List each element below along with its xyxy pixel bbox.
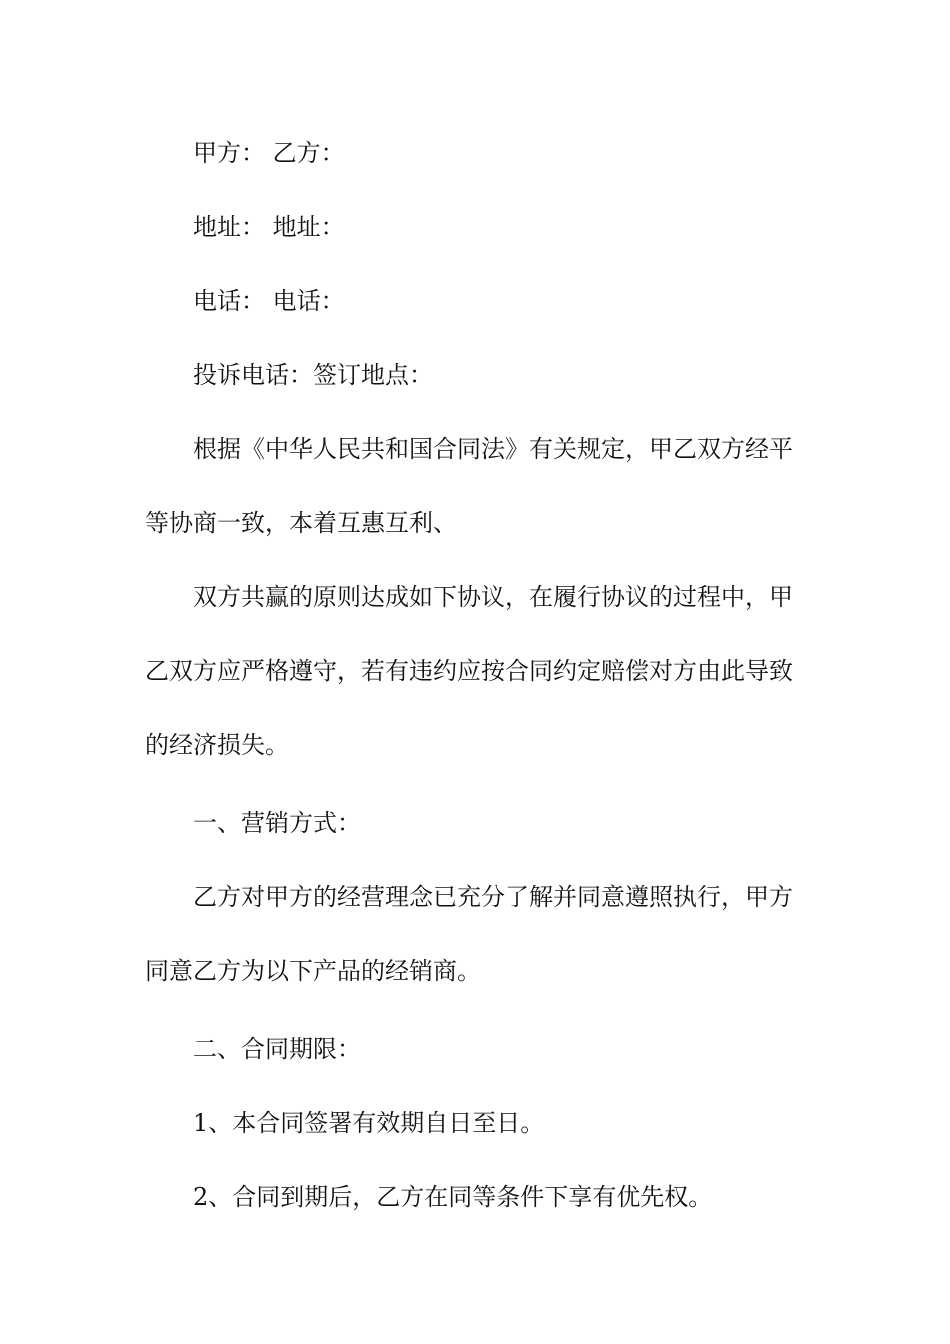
party-line: 甲方： 乙方：	[193, 139, 345, 167]
paragraph-line: 乙方对甲方的经营理念已充分了解并同意遵照执行，甲方	[193, 883, 793, 911]
clause-line: 1、本合同签署有效期自日至日。	[193, 1109, 545, 1137]
paragraph-line: 同意乙方为以下产品的经销商。	[145, 957, 481, 985]
paragraph-line: 双方共赢的原则达成如下协议，在履行协议的过程中，甲	[193, 583, 793, 611]
section-heading: 一、营销方式：	[193, 809, 361, 837]
phone-line: 电话： 电话：	[193, 287, 345, 315]
section-heading: 二、合同期限：	[193, 1035, 361, 1063]
complaint-signing-line: 投诉电话：签订地点：	[193, 361, 433, 389]
clause-line: 2、合同到期后，乙方在同等条件下享有优先权。	[193, 1183, 713, 1211]
paragraph-line: 乙双方应严格遵守，若有违约应按合同约定赔偿对方由此导致	[145, 657, 793, 685]
paragraph-line: 根据《中华人民共和国合同法》有关规定，甲乙双方经平	[193, 435, 793, 463]
address-line: 地址： 地址：	[193, 213, 345, 241]
paragraph-line: 等协商一致，本着互惠互利、	[145, 509, 457, 537]
paragraph-line: 的经济损失。	[145, 731, 289, 759]
